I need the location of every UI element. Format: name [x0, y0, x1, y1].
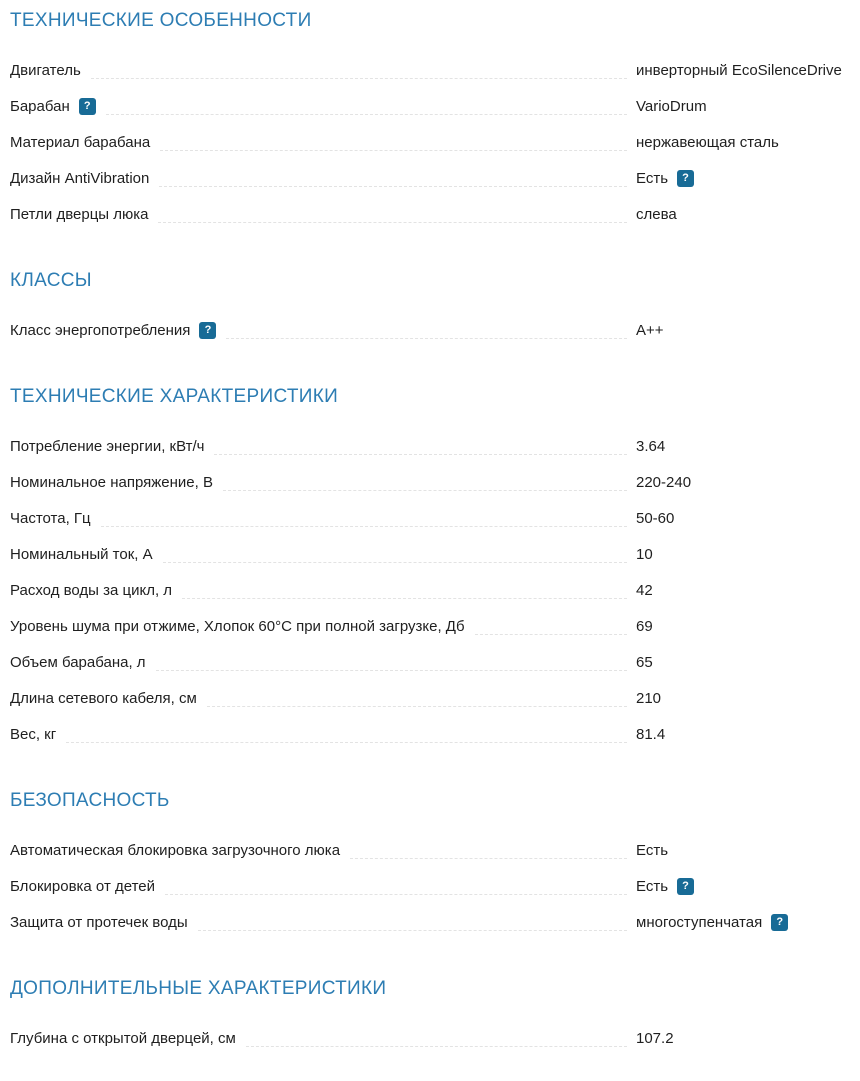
dotted-leader [475, 634, 627, 635]
value-help-icon[interactable]: ? [677, 170, 694, 187]
row-value [636, 1030, 852, 1047]
row-value-text: многоступенчатая [636, 913, 763, 931]
spec-row [10, 52, 852, 88]
dotted-leader [246, 1046, 627, 1047]
row-value [636, 582, 852, 599]
row-value-text: 3.64 [636, 437, 666, 455]
row-value-text: 50-60 [636, 509, 675, 527]
row-value-text: A++ [636, 321, 664, 339]
row-label: Двигатель [10, 61, 81, 79]
spec-section [10, 978, 852, 1056]
dotted-leader [163, 562, 627, 563]
row-value-text: 220-240 [636, 473, 692, 491]
dotted-leader [226, 338, 627, 339]
row-value-text: 81.4 [636, 725, 666, 743]
section-rows [10, 428, 852, 752]
spec-row [10, 716, 852, 752]
row-value-text: 65 [636, 653, 653, 671]
spec-section [10, 790, 852, 940]
dotted-leader [158, 222, 627, 223]
spec-row [10, 832, 852, 868]
section-title: ДОПОЛНИТЕЛЬНЫЕ ХАРАКТЕРИСТИКИ [10, 978, 387, 999]
dotted-leader [182, 598, 627, 599]
spec-row [10, 608, 852, 644]
section-title: КЛАССЫ [10, 270, 92, 291]
row-label: Дизайн AntiVibration [10, 169, 150, 187]
row-label: Барабан [10, 97, 70, 115]
row-value [636, 322, 852, 339]
spec-row [10, 464, 852, 500]
spec-row [10, 124, 852, 160]
section-rows [10, 832, 852, 940]
spec-row [10, 500, 852, 536]
section-rows [10, 312, 852, 348]
spec-row [10, 572, 852, 608]
spec-row [10, 428, 852, 464]
row-value [636, 618, 852, 635]
spec-row [10, 160, 852, 196]
section-rows [10, 1020, 852, 1056]
row-label: Частота, Гц [10, 509, 91, 527]
dotted-leader [198, 930, 627, 931]
spec-row [10, 868, 852, 904]
row-value [636, 134, 852, 151]
section-title: ТЕХНИЧЕСКИЕ ОСОБЕННОСТИ [10, 10, 312, 31]
section-rows [10, 52, 852, 232]
spec-row [10, 536, 852, 572]
row-label: Глубина с открытой дверцей, см [10, 1029, 236, 1047]
dotted-leader [207, 706, 627, 707]
value-help-icon[interactable]: ? [771, 914, 788, 931]
spec-row [10, 312, 852, 348]
section-title: ТЕХНИЧЕСКИЕ ХАРАКТЕРИСТИКИ [10, 386, 339, 407]
row-value-text: Есть [636, 841, 669, 859]
row-value [636, 474, 852, 491]
row-label: Блокировка от детей [10, 877, 156, 895]
row-value [636, 726, 852, 743]
row-label: Вес, кг [10, 725, 57, 743]
spec-section [10, 386, 852, 752]
row-value-text: Есть [636, 169, 669, 187]
dotted-leader [350, 858, 627, 859]
spec-section [10, 10, 852, 232]
row-value [636, 206, 852, 223]
dotted-leader [106, 114, 627, 115]
row-value [636, 842, 852, 859]
row-value-text: 42 [636, 581, 653, 599]
row-value [636, 170, 852, 187]
dotted-leader [160, 150, 627, 151]
row-value [636, 438, 852, 455]
row-value-text: VarioDrum [636, 97, 707, 115]
spec-row [10, 1020, 852, 1056]
row-value [636, 654, 852, 671]
row-label: Номинальный ток, А [10, 545, 153, 563]
dotted-leader [214, 454, 627, 455]
label-help-icon[interactable]: ? [79, 98, 96, 115]
row-label: Защита от протечек воды [10, 913, 188, 931]
row-value-text: инверторный EcoSilenceDrive [636, 61, 842, 79]
spec-section [10, 270, 852, 348]
row-value-text: 69 [636, 617, 653, 635]
dotted-leader [66, 742, 627, 743]
row-value [636, 62, 852, 79]
value-help-icon[interactable]: ? [677, 878, 694, 895]
row-value [636, 914, 852, 931]
row-value [636, 546, 852, 563]
row-value [636, 510, 852, 527]
row-value [636, 690, 852, 707]
row-value-text: 210 [636, 689, 662, 707]
row-value [636, 98, 852, 115]
section-title: БЕЗОПАСНОСТЬ [10, 790, 170, 811]
dotted-leader [156, 670, 627, 671]
row-label: Потребление энергии, кВт/ч [10, 437, 205, 455]
dotted-leader [165, 894, 627, 895]
row-label: Класс энергопотребления [10, 321, 191, 339]
dotted-leader [159, 186, 627, 187]
row-label: Петли дверцы люка [10, 205, 149, 223]
spec-row [10, 680, 852, 716]
row-value-text: 10 [636, 545, 653, 563]
row-label: Материал барабана [10, 133, 151, 151]
row-value-text: 107.2 [636, 1029, 674, 1047]
row-label: Длина сетевого кабеля, см [10, 689, 197, 707]
row-label: Уровень шума при отжиме, Хлопок 60°С при полной загрузке, Дб [10, 617, 465, 635]
dotted-leader [223, 490, 627, 491]
row-value [636, 878, 852, 895]
spec-row [10, 88, 852, 124]
spec-row [10, 644, 852, 680]
row-value-text: Есть [636, 877, 669, 895]
row-value-text: нержавеющая сталь [636, 133, 779, 151]
row-label: Автоматическая блокировка загрузочного люка [10, 841, 341, 859]
dotted-leader [101, 526, 627, 527]
spec-row [10, 904, 852, 940]
dotted-leader [91, 78, 627, 79]
row-label: Номинальное напряжение, В [10, 473, 213, 491]
row-value-text: слева [636, 205, 677, 223]
row-label: Объем барабана, л [10, 653, 146, 671]
spec-row [10, 196, 852, 232]
row-label: Расход воды за цикл, л [10, 581, 173, 599]
label-help-icon[interactable]: ? [199, 322, 216, 339]
